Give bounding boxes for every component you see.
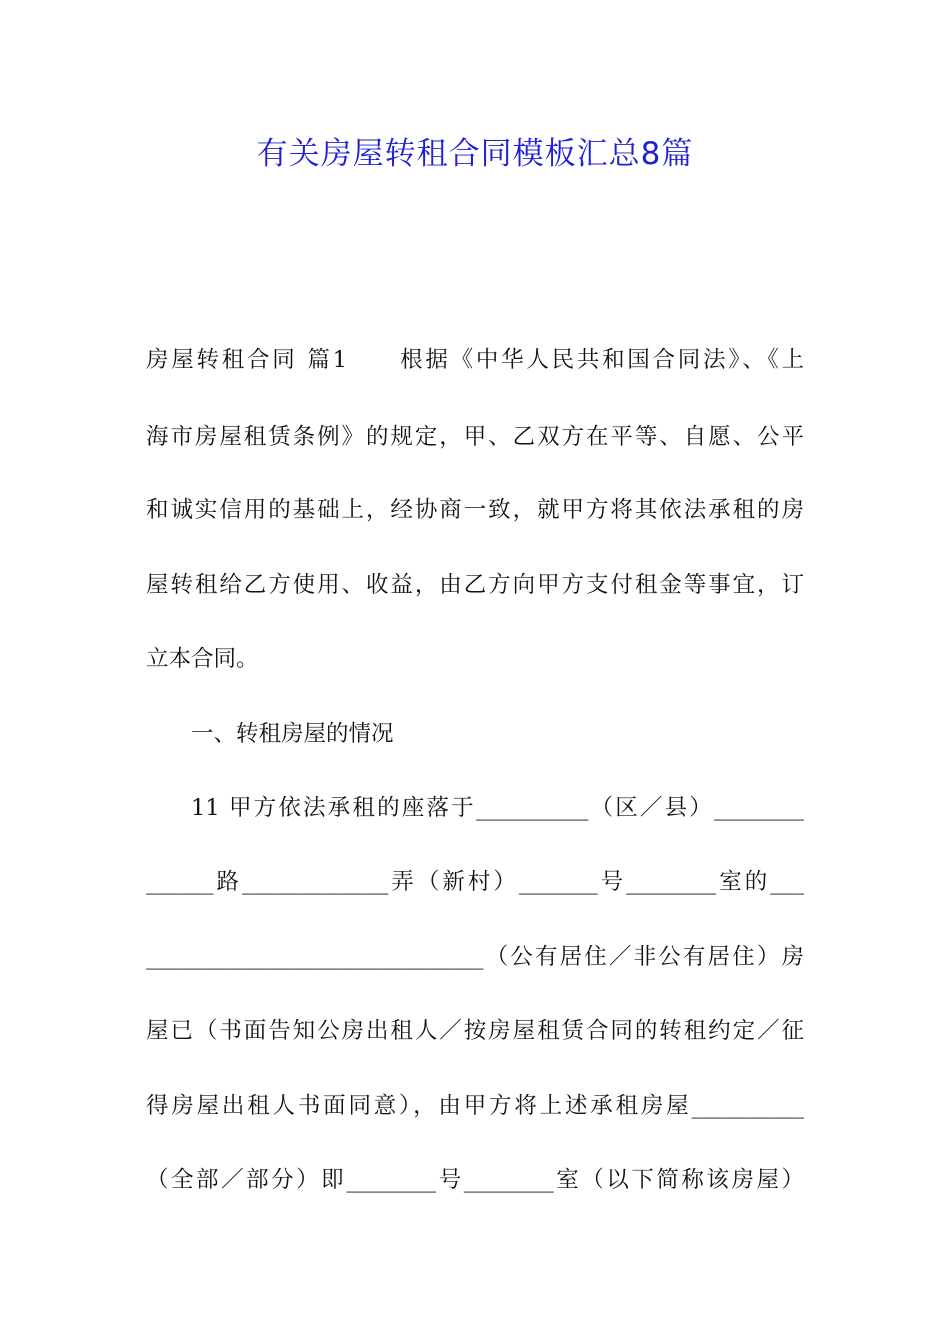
body-line-3: 和诚实信用的基础上，经协商一致，就甲方将其依法承租的房 xyxy=(146,497,804,523)
section-heading: 一、转租房屋的情况 xyxy=(191,721,394,747)
body-line-11: （全部／部分）即________号________室（以下简称该房屋） xyxy=(146,1167,804,1193)
body-line-9: 屋已（书面告知公房出租人／按房屋租赁合同的转租约定／征 xyxy=(146,1018,804,1044)
body-line-5: 立本合同。 xyxy=(146,646,259,672)
document-title: 有关房屋转租合同模板汇总8篇 xyxy=(256,136,694,172)
body-line-6: 11 甲方依法承租的座落于__________（区／县）________ xyxy=(191,795,804,821)
body-line-1: 房屋转租合同 篇1 根据《中华人民共和国合同法》、《上 xyxy=(146,347,804,373)
body-line-2: 海市房屋租赁条例》的规定，甲、乙双方在平等、自愿、公平 xyxy=(146,424,804,450)
body-line-4: 屋转租给乙方使用、收益，由乙方向甲方支付租金等事宜，订 xyxy=(146,572,804,598)
body-line-7: ______路_____________弄（新村）_______号________室的___ xyxy=(146,869,804,895)
body-line-8: ______________________________（公有居住／非公有居住）房 xyxy=(146,944,804,970)
body-line-10: 得房屋出租人书面同意），由甲方将上述承租房屋__________ xyxy=(146,1093,804,1119)
